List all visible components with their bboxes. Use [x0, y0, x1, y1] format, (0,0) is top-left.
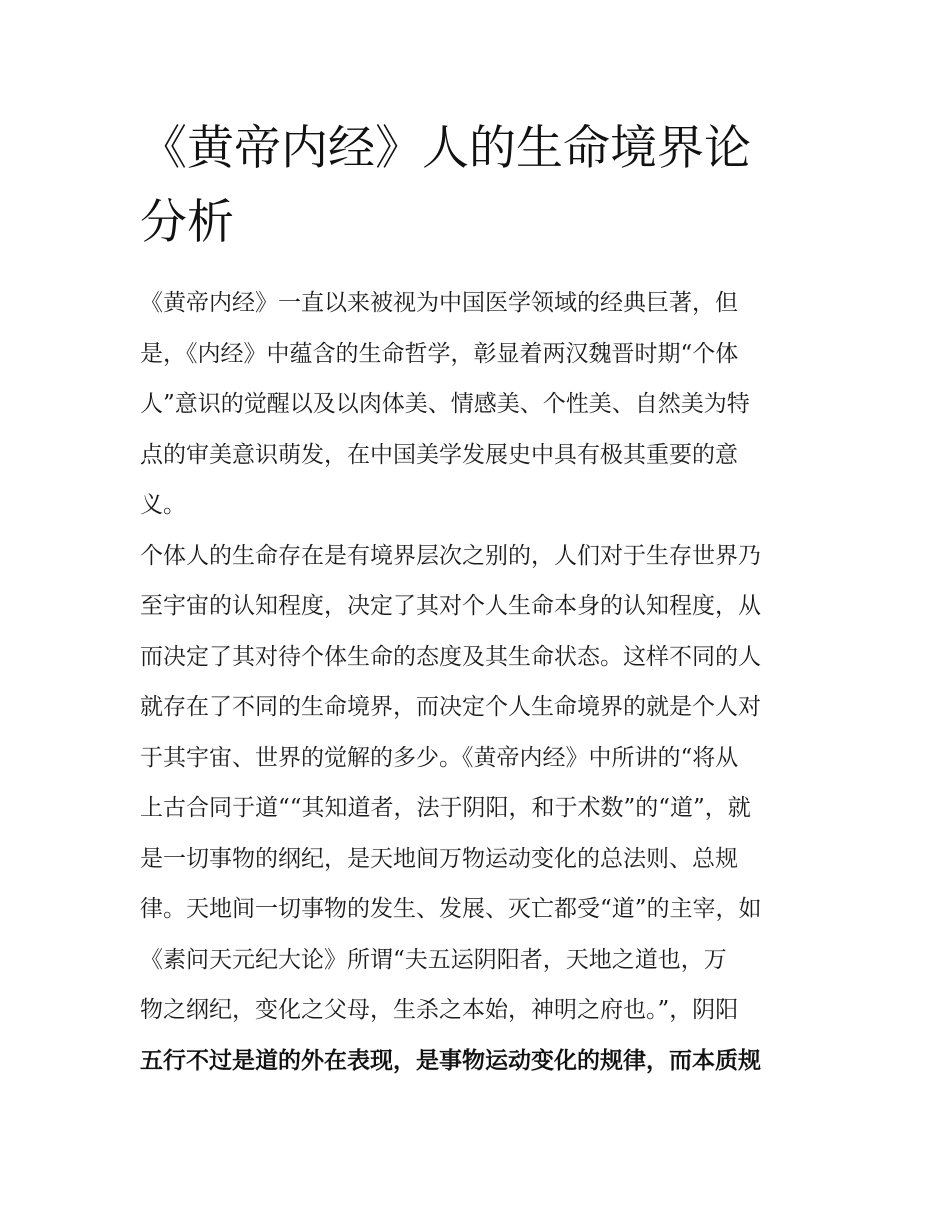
paragraph-line: 是一切事物的纲纪，是天地间万物运动变化的总法则、总规 — [140, 845, 738, 872]
paragraph-line: 义。 — [140, 492, 186, 518]
paragraph-line: 五行不过是道的外在表现，是事物运动变化的规律，而本质规 — [140, 1047, 761, 1074]
paragraph-line: 于其宇宙、世界的觉解的多少。《黄帝内经》中所讲的“将从 — [140, 744, 739, 771]
paragraph-line: 而决定了其对待个体生命的态度及其生命状态。这样不同的人 — [140, 643, 761, 670]
paragraph-line: 点的审美意识萌发，在中国美学发展史中具有极其重要的意 — [140, 441, 738, 468]
paragraph-line: 至宇宙的认知程度，决定了其对个人生命本身的认知程度，从 — [140, 593, 761, 619]
paragraph-line: 上古合同于道““其知道者，法于阴阳，和于术数”的“道”，就 — [140, 795, 751, 821]
paragraph-1 — [140, 278, 820, 531]
paragraph-line: 是，《内经》中蕴含的生命哲学，彰显着两汉魏晋时期“个体 — [140, 340, 739, 367]
paragraph-line: 《素问天元纪大论》所谓“夫五运阴阳者，天地之道也，万 — [140, 946, 727, 973]
title-line-1: 《黄帝内经》人的生命境界论 — [140, 121, 751, 176]
paragraph-2 — [140, 531, 820, 1087]
paragraph-line: 人”意识的觉醒以及以肉体美、情感美、个性美、自然美为特 — [140, 391, 750, 417]
paragraph-line: 就存在了不同的生命境界，而决定个人生命境界的就是个人对 — [140, 694, 761, 720]
title-line-2: 分析 — [140, 195, 234, 250]
paragraph-line: 物之纲纪，变化之父母，生杀之本始，神明之府也。”，阴阳 — [140, 997, 739, 1023]
paragraph-line: 律。天地间一切事物的发生、发展、灭亡都受“道”的主宰，如 — [140, 896, 762, 922]
paragraph-line: 《黄帝内经》一直以来被视为中国医学领域的经典巨著，但 — [140, 290, 738, 316]
document-body — [140, 278, 820, 1086]
paragraph-line: 个体人的生命存在是有境界层次之别的，人们对于生存世界乃 — [140, 542, 761, 569]
document-title — [140, 112, 820, 260]
